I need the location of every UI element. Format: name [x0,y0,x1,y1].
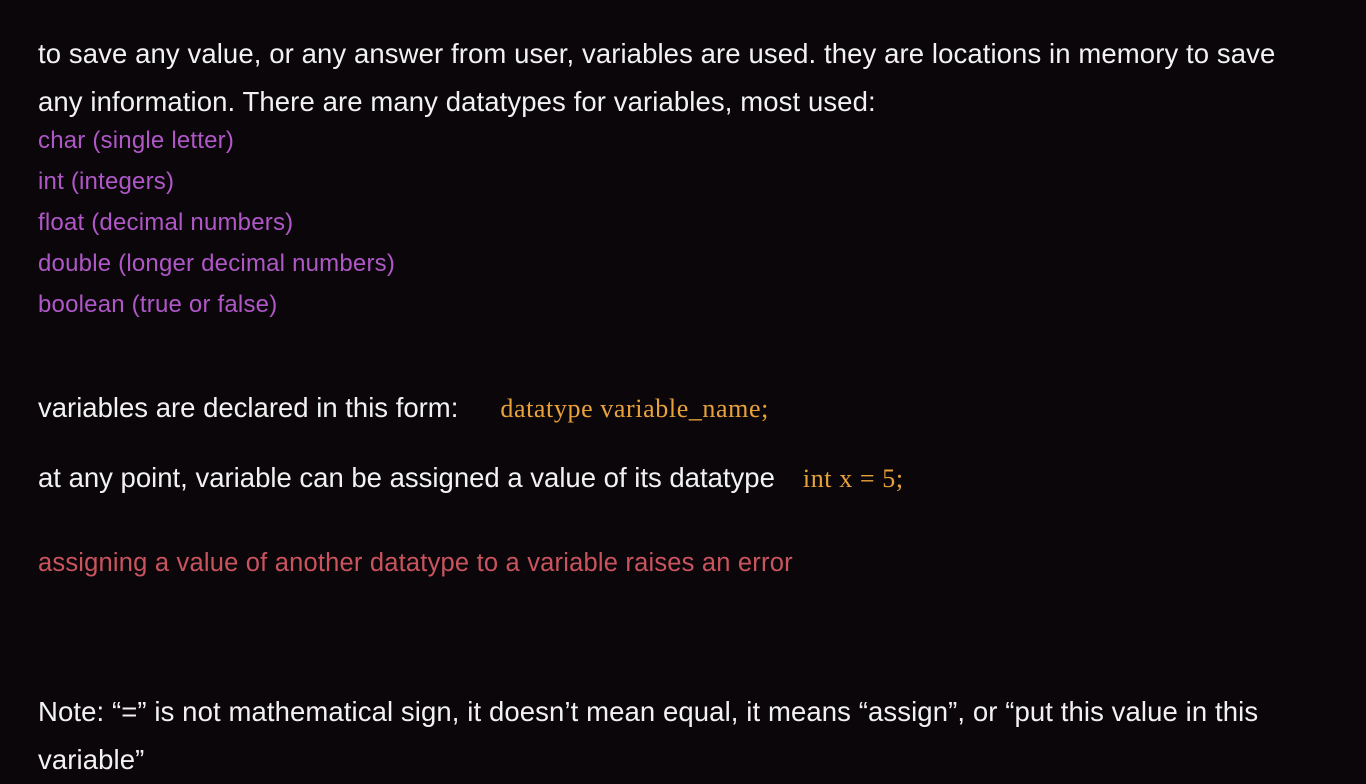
datatype-item-double: double (longer decimal numbers) [38,250,396,277]
assignment-label: at any point, variable can be assigned a value of its datatype [38,462,775,493]
datatype-item-char: char (single letter) [38,127,235,154]
assignment-code: int x = 5; [802,464,904,493]
intro-paragraph: to save any value, or any answer from user, variables are used. they are locations in memory to save any information. There are many datatypes for variables, most used: [38,37,1276,117]
declaration-code: datatype variable_name; [500,394,769,423]
error-note: assigning a value of another datatype to a variable raises an error [38,549,793,577]
declaration-row [38,388,769,428]
datatype-item-int: int (integers) [38,168,175,195]
assignment-note: Note: “=” is not mathematical sign, it doesn’t mean equal, it means “assign”, or “put this value in this variable” [38,695,1259,775]
assignment-row [38,458,904,498]
declaration-label: variables are declared in this form: [38,392,459,423]
datatype-item-float: float (decimal numbers) [38,209,294,236]
datatype-list [38,120,395,325]
datatype-item-boolean: boolean (true or false) [38,291,278,318]
